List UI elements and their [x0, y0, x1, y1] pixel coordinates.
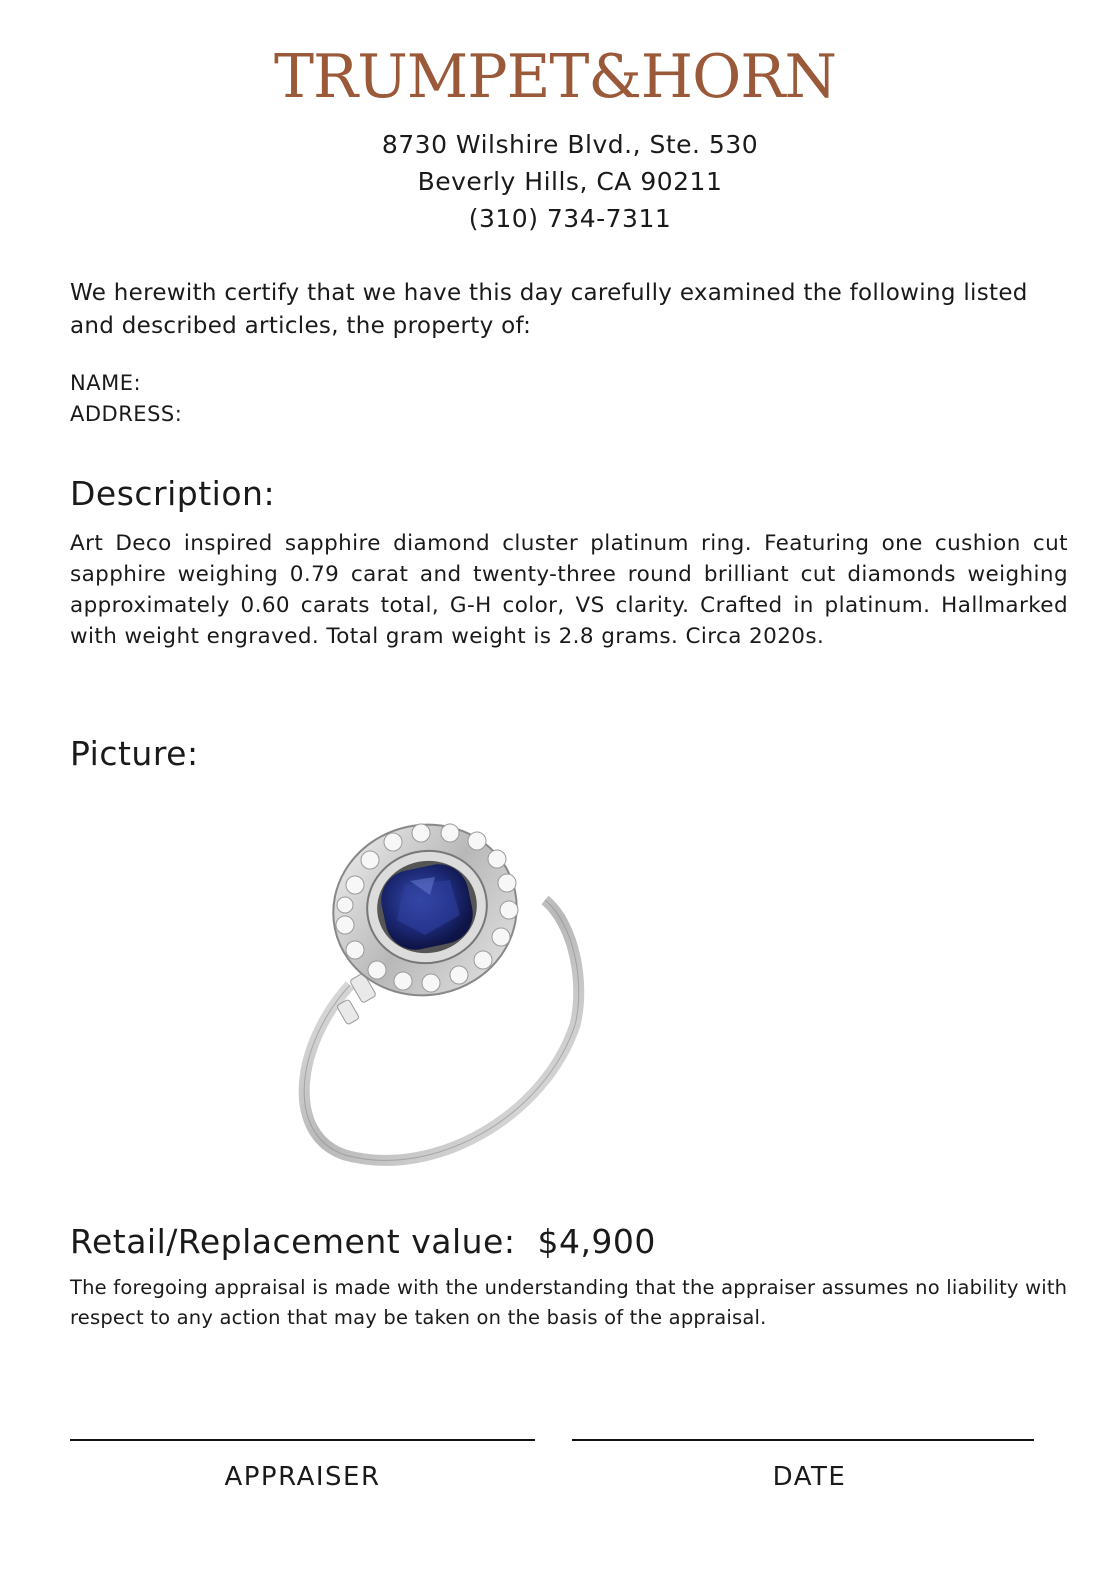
disclaimer-text: The foregoing appraisal is made with the understanding that the appraiser assumes no liability with respect to any action that may be taken on the basis of the appraisal.	[70, 1276, 1068, 1329]
valuation-label: Retail/Replacement value:	[70, 1222, 516, 1261]
date-signature-line[interactable]	[572, 1439, 1034, 1441]
address-line-2: Beverly Hills, CA 90211	[417, 167, 723, 196]
valuation-amount: $4,900	[537, 1222, 656, 1261]
address-line-1: 8730 Wilshire Blvd., Ste. 530	[381, 130, 759, 159]
name-label: NAME:	[70, 371, 142, 395]
picture-heading: Picture:	[70, 734, 199, 773]
ring-photo	[285, 815, 615, 1195]
date-label: DATE	[772, 1462, 847, 1492]
brand-logo	[0, 42, 1110, 112]
valuation-row	[70, 1222, 656, 1261]
phone-number: (310) 734-7311	[468, 204, 672, 233]
store-address	[15, 126, 1110, 237]
appraiser-label: APPRAISER	[224, 1462, 381, 1492]
description-body: Art Deco inspired sapphire diamond cluster platinum ring. Featuring one cushion cut sapphire weighing 0.79 carat and twenty-three round brilliant cut diamonds weighing approximately 0.60 carats total, G-H color, VS clarity. Crafted in platinum. Hallmarked with weight engraved. Total gram weight is 2.8 grams. Circa 2020s.	[70, 531, 1068, 649]
address-label: ADDRESS:	[70, 402, 183, 426]
brand-name: TRUMPET&HORN	[274, 42, 836, 112]
appraiser-signature-line[interactable]	[70, 1439, 535, 1441]
certification-statement: We herewith certify that we have this day carefully examined the following listed and described articles, the property of:	[70, 280, 1028, 339]
description-heading: Description:	[70, 474, 276, 513]
